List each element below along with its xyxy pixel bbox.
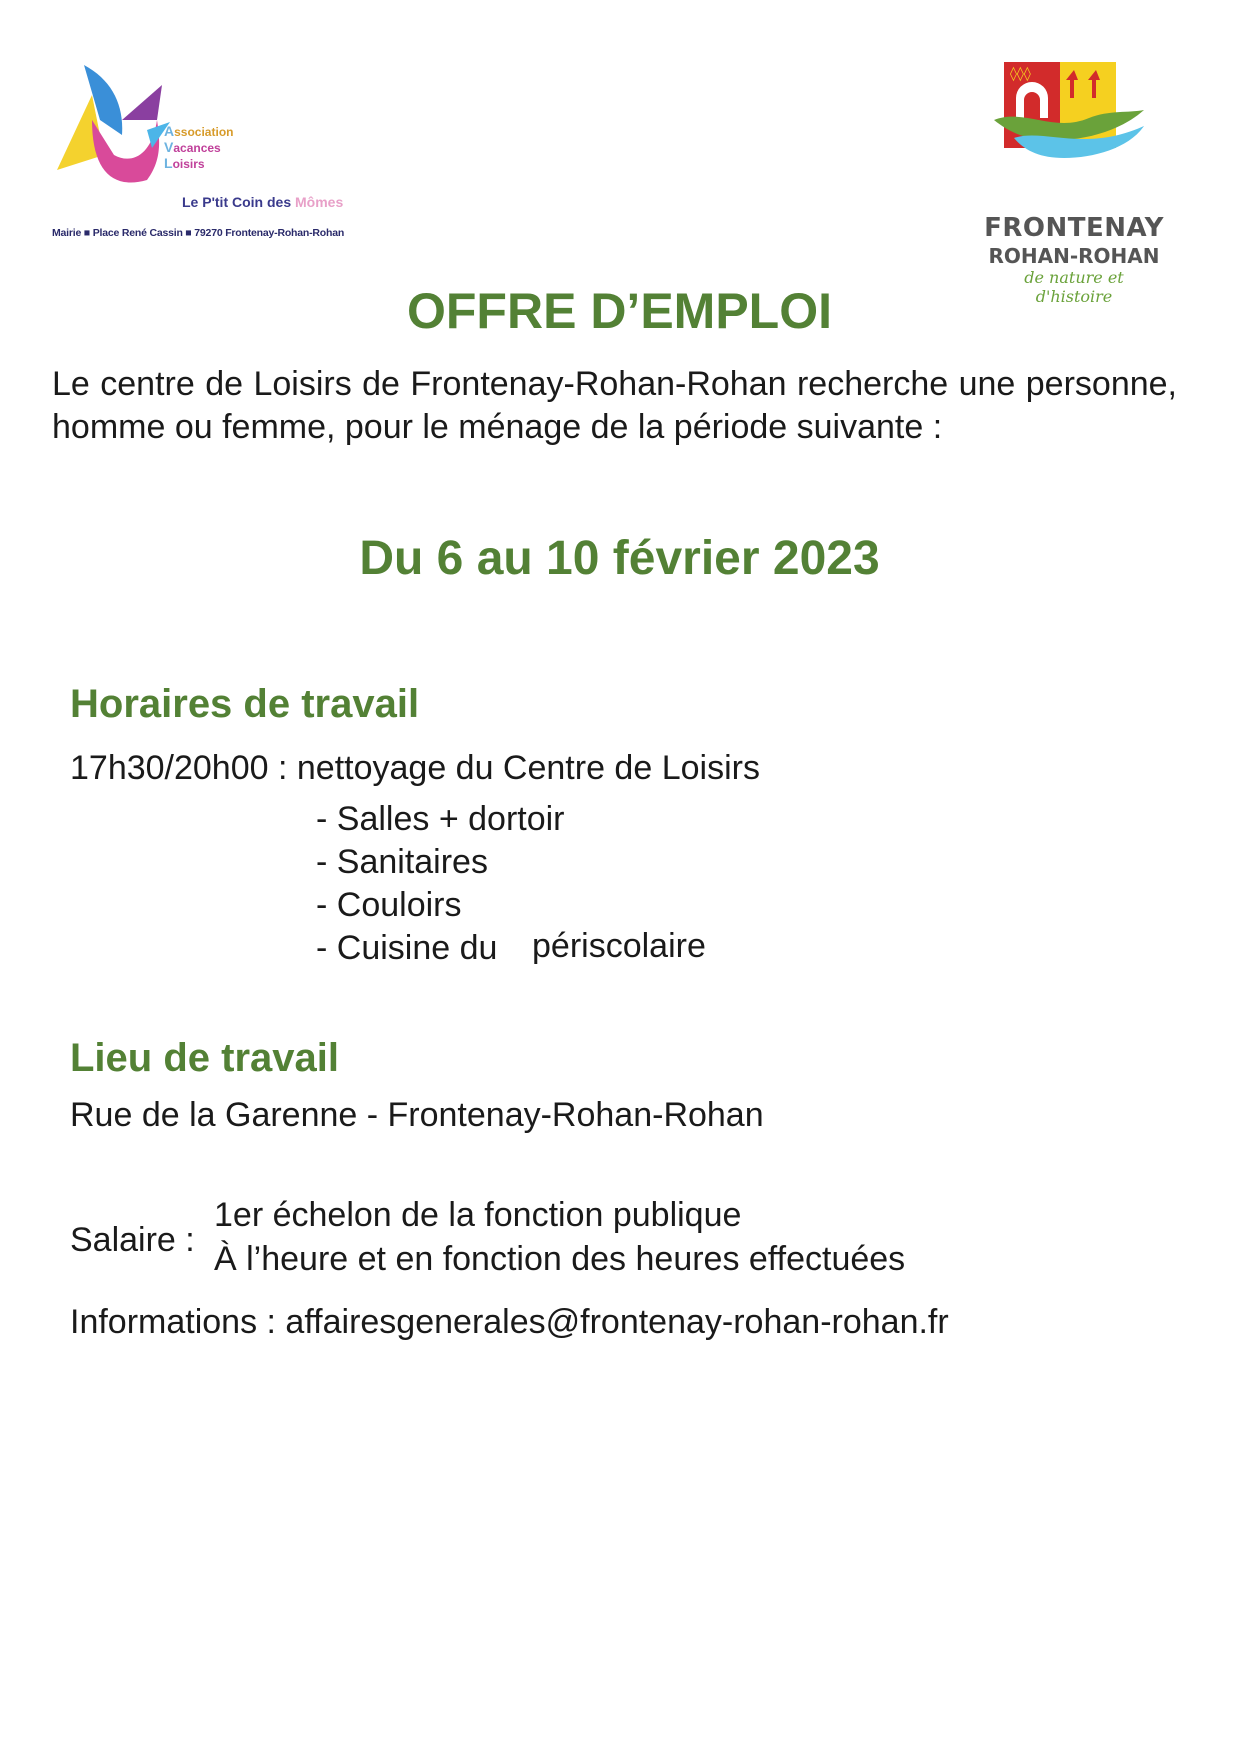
alv-address: Mairie ■ Place René Cassin ■ 79270 Frontenay-Rohan-Rohan bbox=[52, 227, 345, 239]
task-item: - Couloirs bbox=[316, 886, 462, 924]
contact-info: Informations : affairesgenerales@frontenay-rohan-rohan.fr bbox=[70, 1303, 949, 1341]
alv-tagline bbox=[182, 194, 343, 210]
alv-word-loisirs: oisirs bbox=[172, 157, 205, 171]
alv-letter-a: A bbox=[164, 123, 175, 139]
town-name-line2: ROHAN-ROHAN bbox=[988, 244, 1160, 268]
task-item: - Cuisine du bbox=[316, 929, 498, 967]
alv-word-association: ssociation bbox=[174, 125, 234, 139]
alv-name bbox=[164, 124, 233, 172]
place-heading: Lieu de travail bbox=[70, 1036, 339, 1080]
alv-letter-v: V bbox=[164, 139, 174, 155]
alv-logo-graphic bbox=[52, 60, 182, 190]
place-address: Rue de la Garenne - Frontenay-Rohan-Rohan bbox=[70, 1096, 764, 1134]
town-name-line1: FRONTENAY bbox=[984, 213, 1164, 243]
hours-heading: Horaires de travail bbox=[70, 682, 420, 726]
task-item: - Salles + dortoir bbox=[316, 800, 565, 838]
hours-schedule: 17h30/20h00 : nettoyage du Centre de Loisirs bbox=[70, 749, 760, 787]
salary-line-2: À l’heure et en fonction des heures effectuées bbox=[214, 1240, 906, 1278]
period-dates: Du 6 au 10 février 2023 bbox=[359, 532, 880, 585]
salary-line-1: 1er échelon de la fonction publique bbox=[214, 1196, 742, 1234]
alv-tagline-start: Le P'tit Coin des bbox=[182, 194, 296, 210]
alv-tagline-end: Mômes bbox=[295, 194, 344, 210]
alv-logo bbox=[52, 60, 352, 250]
intro-paragraph: Le centre de Loisirs de Frontenay-Rohan-Rohan recherche une personne, homme ou femme, pour le ménage de la période suivante : bbox=[52, 365, 1177, 446]
alv-word-vacances: acances bbox=[173, 141, 221, 155]
document-title: OFFRE D’EMPLOI bbox=[407, 283, 832, 339]
town-logo bbox=[984, 58, 1174, 306]
task-item: - Sanitaires bbox=[316, 843, 488, 881]
task-item-suffix: périscolaire bbox=[532, 927, 706, 965]
town-crest-icon bbox=[994, 58, 1144, 168]
alv-letter-l: L bbox=[164, 155, 173, 171]
svg-text:◊◊◊: ◊◊◊ bbox=[1010, 66, 1031, 82]
salary-label: Salaire : bbox=[70, 1221, 195, 1259]
town-motto: de nature et d'histoire bbox=[1024, 268, 1124, 306]
